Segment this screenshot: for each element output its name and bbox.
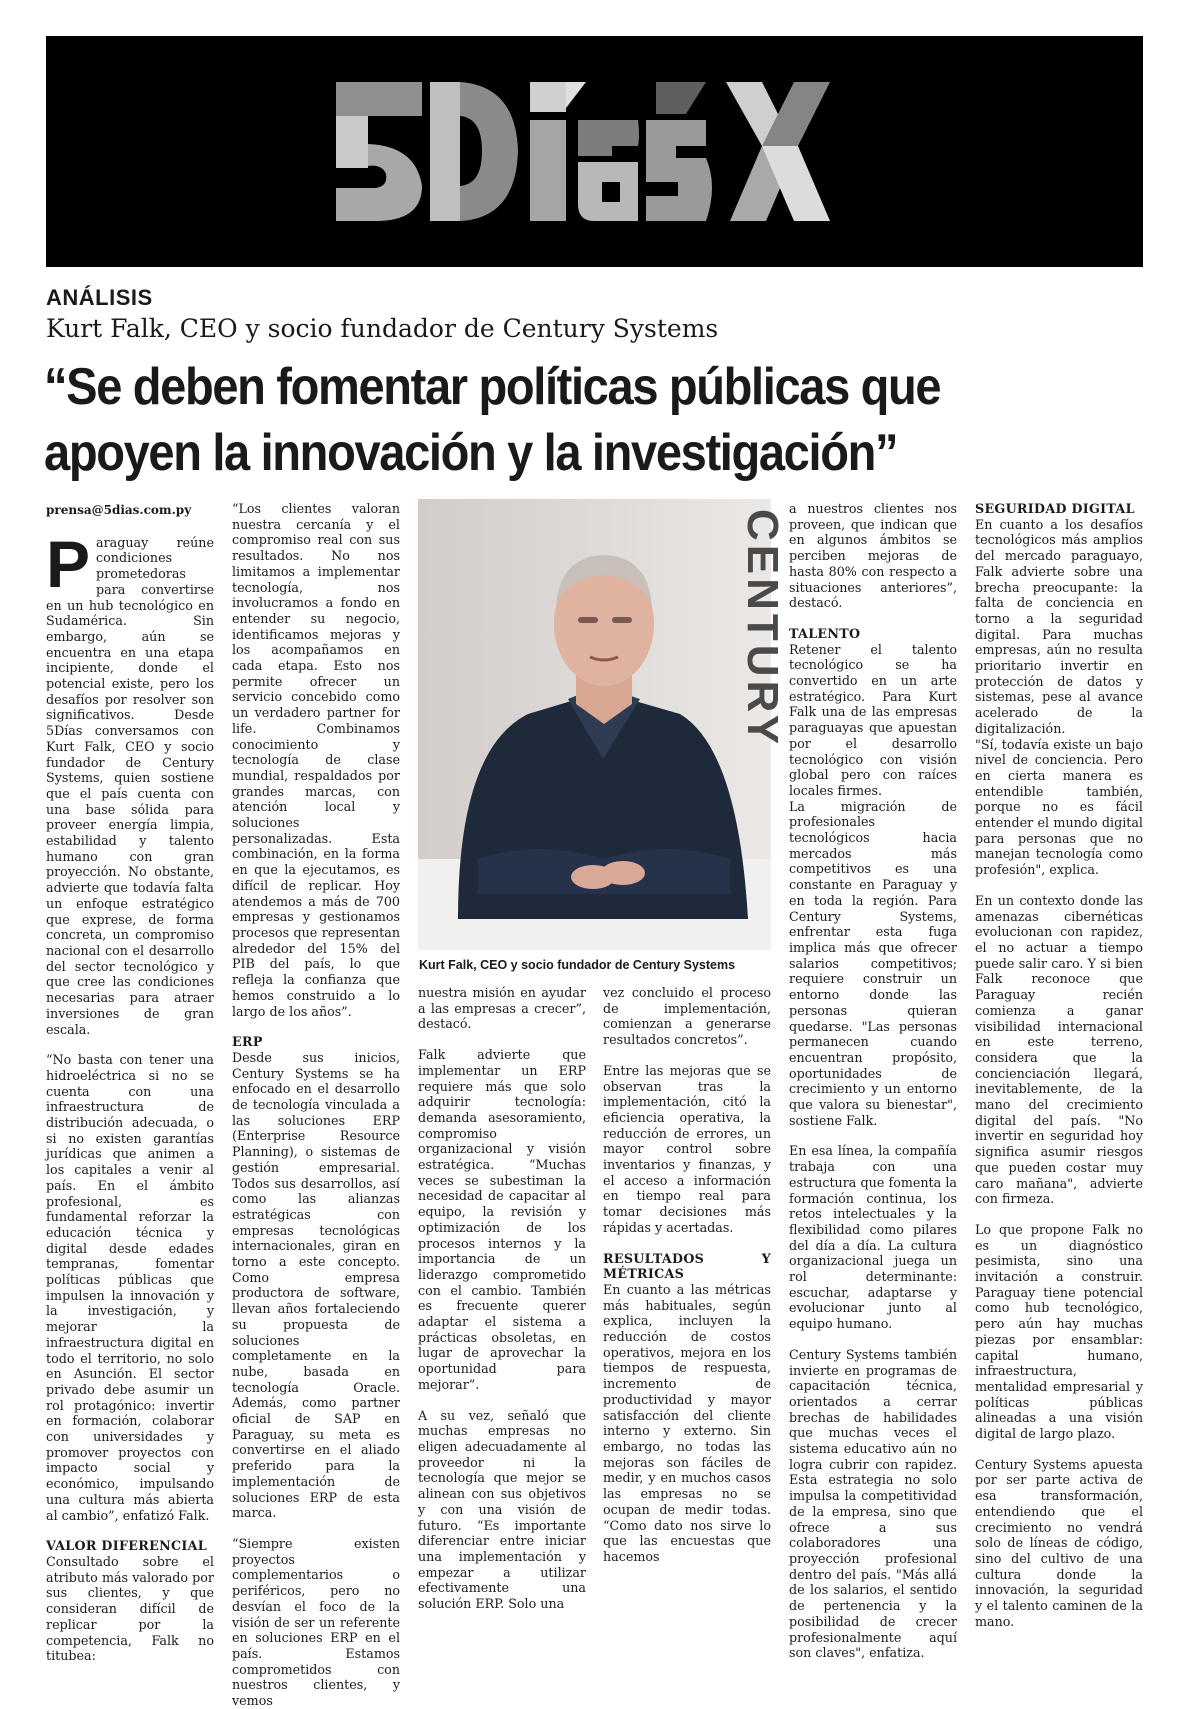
section-heading: TALENTO [789,625,861,641]
paragraph: a nuestros clientes nos proveen, que indican que en algunos ámbitos se perciben mejoras de hasta 80% con respecto a situaciones anteriores”, destacó. [789,501,957,611]
paragraph: Century Systems también invierte en programas de capacitación técnica, orientados a cerrar brechas de habilidades que muchas veces el sistema educativo aún no logra cubrir con rapidez. Esta estrategia no solo impulsa la competitividad de la empresa, sino que ofrece a sus colaboradores una proyección profesional dentro del país. "Más allá de los salarios, el sentido de pertenencia y la posibilidad de crecer profesionalmente aquí son claves", enfatiza. [789,1346,957,1661]
column-3 [418,985,586,1612]
portrait-photo [418,499,787,950]
paragraph: La migración de profesionales tecnológicos hacia mercados más competitivos es una constante en Paraguay y en toda la región. Para Century Systems, enfrentar esta fuga implica más que ofrecer salarios competitivos; requiere construir un entorno donde las personas quieran quedarse. "Las personas permanecen cuando encuentran propósito, oportunidades de crecimiento y un entorno que valora su bienestar", sostiene Falk. [789,798,957,1128]
wall-lettering: CENTURY [738,509,787,749]
section-heading: ERP [232,1034,263,1050]
column-6 [975,501,1143,1630]
paragraph: En un contexto donde las amenazas cibernéticas evolucionan con rapidez, el no actuar a tiempo puede salir caro. Y si bien Falk reconoce que Paraguay recién comienza a ganar visibilidad internacional en este terreno, considera que la concienciación llegará, inevitablemente, de la mano del crecimiento digital del país. "No invertir en seguridad hoy significa asumir riesgos que pueden costar muy caro mañana", advierte con firmeza. [975,892,1143,1207]
paragraph: En cuanto a los desafíos tecnológicos más amplios del mercado paraguayo, Falk advierte sobre una brecha preocupante: la falta de conciencia en torno a la seguridad digital. Para muchas empresas, aún no resulta prioritario invertir en protección de datos y sistemas, pese al avance acelerado de la digitalización. [975,516,1143,736]
paragraph: “No basta con tener una hidroeléctrica si no se cuenta con una infraestructura de distribución adecuada, o si no existen garantías jurídicas que animen a los capitales a venir al país. En el ámbito profesional, es fundamental reforzar la educación técnica y digital desde edades tempranas, fomentar políticas públicas que impulsen la innovación y la investigación, y mejorar la infraestructura digital en todo el territorio, no solo en Asunción. El sector privado debe asumir un rol protagónico: invertir en formación, colaborar con universidades y promover proyectos con impacto social y económico, impulsando una cultura más abierta al cambio”, enfatizó Falk. [46,1052,214,1523]
paragraph: Desde sus inicios, Century Systems se ha enfocado en el desarrollo de tecnología vinculada a las soluciones ERP (Enterprise Resource Planning), o sistemas de gestión empresarial. Todos sus desarrollos, así como las alianzas estratégicas con empresas tecnológicas internacionales, giran en torno a este concepto. Como empresa productora de software, llevan años fortaleciendo su propuesta de soluciones completamente en la nube, basada en tecnología Oracle. Además, como partner oficial de SAP en Paraguay, su meta es convertirse en el aliado preferido para la implementación de soluciones ERP de esta marca. [232,1049,400,1521]
section-heading: RESULTADOS Y MÉTRICAS [603,1250,771,1282]
paragraph: A su vez, señaló que muchas empresas no eligen adecuadamente al proveedor ni la tecnología que mejor se alinean con sus objetivos y con una visión de futuro. “Es importante diferenciar entre iniciar una implementación y empezar a utilizar efectivamente una solución ERP. Solo una [418,1407,586,1612]
paragraph: Retener el talento tecnológico se ha convertido en un arte estratégico. Para Kurt Falk una de las empresas paraguayas que apuestan por el desarrollo tecnológico con visión global pero con raíces locales firmes. [789,641,957,798]
paragraph: “Los clientes valoran nuestra cercanía y el compromiso real con sus resultados. No nos limitamos a implementar tecnología, nos involucramos a fondo en entender su negocio, identificamos mejoras y los acompañamos en cada etapa. Esto nos permite ofrecer un servicio concebido como un verdadero partner for life. Combinamos conocimiento y tecnología de clase mundial, respaldados por grandes marcas, con atención local y soluciones personalizadas. Esta combinación, en la forma en que la ejecutamos, es difícil de replicar. Hoy atendemos a más de 700 empresas y gestionamos procesos que representan alrededor del 15% del PIB del país, lo que refleja la confianza que hemos construido a lo largo de los años”. [232,501,400,1019]
paragraph: nuestra misión en ayudar a las empresas a crecer”, destacó. [418,985,586,1032]
masthead [46,36,1143,267]
section-heading: VALOR DIFERENCIAL [46,1538,207,1554]
paragraph: En cuanto a las métricas más habituales, según explica, incluyen la reducción de costos operativos, mejora en los tiempos de respuesta, incremento de productividad y mayor satisfacción del cliente interno y externo. Sin embargo, no todas las mejoras son fáciles de medir, y en muchos casos las empresas no se ocupan de medir todas. “Como dato nos sirve lo que las encuestas que hacemos [603,1281,771,1564]
article-subtitle: Kurt Falk, CEO y socio fundador de Century Systems [46,314,719,343]
paragraph: Falk advierte que implementar un ERP requiere más que solo adquirir tecnología: demanda asesoramiento, compromiso organizacional y visión estratégica. “Muchas veces se subestiman la necesidad de capacitar al equipo, la revisión y optimización de los procesos internos y la importancia de un liderazgo comprometido con el cambio. También es frecuente querer adaptar el sistema a prácticas obsoletas, en lugar de aprovechar la oportunidad para mejorar”. [418,1047,586,1392]
column-4 [603,985,771,1565]
section-label: ANÁLISIS [46,285,153,310]
paragraph: "Sí, todavía existe un bajo nivel de conciencia. Pero en cierta manera es entendible también, porque no es fácil entender el mundo digital para personas que no manejan tecnología como profesión", explica. [975,736,1143,878]
paragraph: Entre las mejoras que se observan tras la implementación, citó la eficiencia operativa, la reducción de errores, un mayor control sobre inventarios y finanzas, y el acceso a información en tiempo real para tomar decisiones más rápidas y acertadas. [603,1062,771,1235]
masthead-logo [46,36,1143,267]
paragraph: vez concluido el proceso de implementación, comienzan a generarse resultados concretos”. [603,985,771,1048]
headline-line: “Se deben fomentar políticas públicas que [44,358,941,416]
paragraph: araguay reúne condiciones prometedoras para convertirse en un hub tecnológico en Sudamérica. Sin embargo, aún se encuentra en una etapa incipiente, donde el potencial existe, pero los desafíos por resolver son significativos. Desde 5Días conversamos con Kurt Falk, CEO y socio fundador de Century Systems, quien sostiene que el país cuenta con una base sólida para proveer energía limpia, estabilidad y talento humano con gran proyección. No obstante, advierte que todavía falta un enfoque estratégico que exprese, de forma concreta, un compromiso nacional con el desarrollo del sector tecnológico y que cree las condiciones necesarias para atraer inversiones de gran escala. [46,534,214,1037]
headline [44,354,1049,486]
portrait-illustration [418,499,787,950]
byline-email[interactable]: prensa@5dias.com.py [46,503,192,517]
paragraph: “Siempre existen proyectos complementarios o periféricos, pero no desvían el foco de la visión de ser un referente en soluciones ERP en el país. Estamos comprometidos con nuestros clientes, y vemos [232,1536,400,1709]
paragraph: Lo que propone Falk no es un diagnóstico pesimista, sino una invitación a construir. Paraguay tiene potencial como hub tecnológico, pero aún hay muchas piezas por ensamblar: capital humano, infraestructura, mentalidad empresarial y políticas públicas alineadas a una visión digital de largo plazo. [975,1221,1143,1442]
column-2 [232,501,400,1709]
dropcap: P [46,526,91,601]
paragraph: Century Systems apuesta por ser parte activa de esa transformación, entendiendo que el crecimiento no vendrá solo de líneas de código, sino del cultivo de una cultura donde la innovación, la seguridad y el talento caminen de la mano. [975,1456,1143,1629]
section-heading: SEGURIDAD DIGITAL [975,501,1135,516]
column-1 [46,503,214,1664]
paragraph: En esa línea, la compañía trabaja con una estructura que fomenta la formación continua, los retos intelectuales y la flexibilidad como pilares del día a día. La cultura organizacional juega un rol determinante: escuchar, adaptarse y evolucionar junto al equipo humano. [789,1143,957,1332]
column-5 [789,501,957,1661]
headline-line: apoyen la innovación y la investigación” [44,424,898,482]
paragraph: Consultado sobre el atributo más valorado por sus clientes, y que consideran difícil de replicar por la competencia, Falk no titubea: [46,1554,214,1664]
photo-caption: Kurt Falk, CEO y socio fundador de Century Systems [419,958,736,972]
